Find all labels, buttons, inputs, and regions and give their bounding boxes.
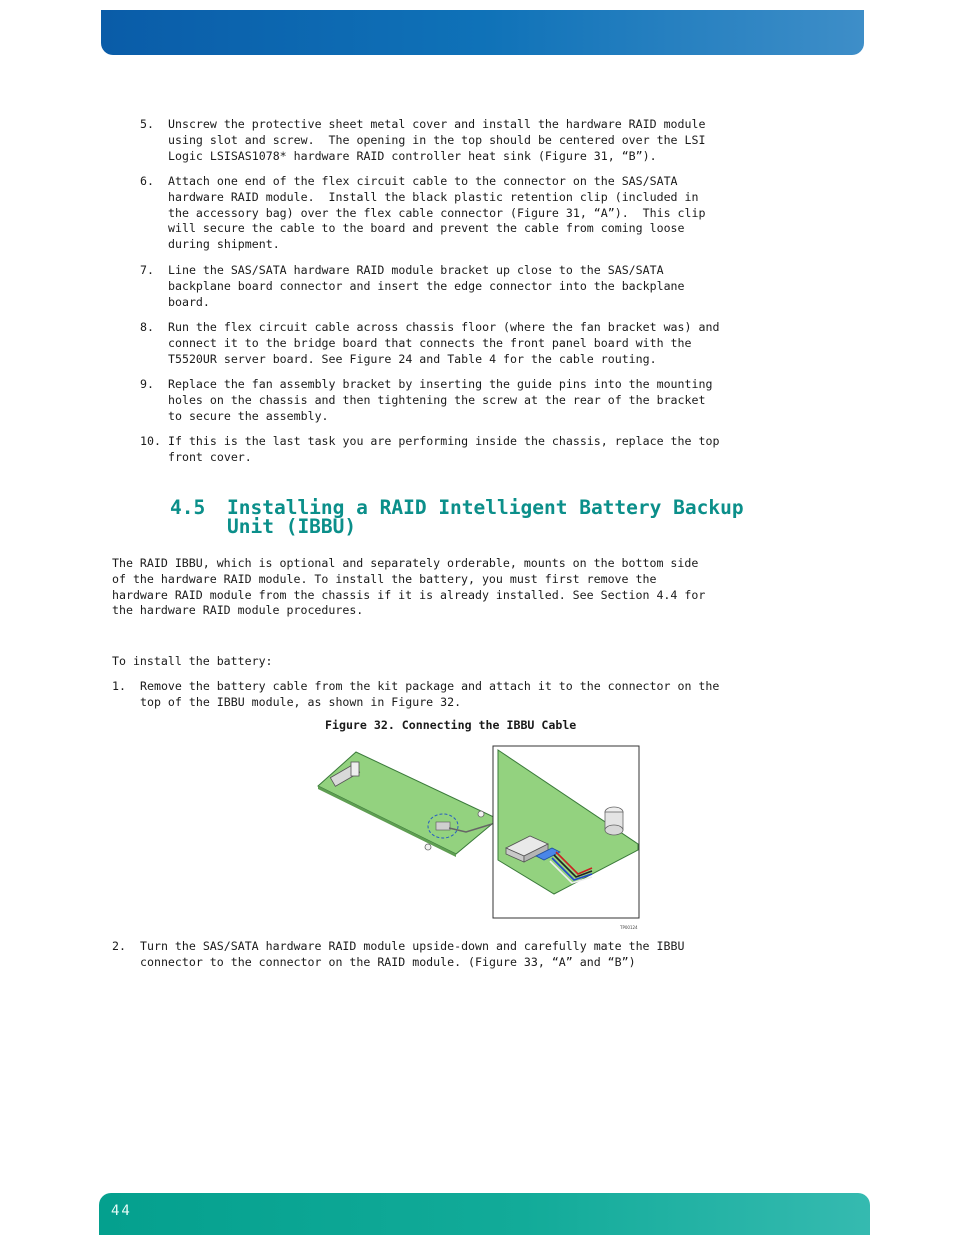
step-number: 9. — [140, 377, 154, 391]
step-number: 8. — [140, 320, 154, 334]
step-text: Remove the battery cable from the kit package and attach it to the connector on the top of the IBBU module, as shown in Figure 32. — [140, 679, 720, 709]
ibbu-cable-figure — [316, 744, 642, 934]
list-item — [140, 434, 840, 466]
step-number: 6. — [140, 174, 154, 188]
step-text: Line the SAS/SATA hardware RAID module bracket up close to the SAS/SATA backplane board connector and insert the edge connector into the backplane board. — [168, 263, 685, 309]
list-item — [140, 320, 840, 368]
step-text: Attach one end of the flex circuit cable to the connector on the SAS/SATA hardware RAID module. Install the black plastic retention clip (included in the accessory bag) over the flex cable connector (Figure 31, “A”). This clip will secure the cable to the board and prevent the cable from coming loose during shipment. — [168, 174, 706, 252]
section-title: Installing a RAID Intelligent Battery Backup Unit (IBBU) — [227, 496, 744, 538]
step-number: 5. — [140, 117, 154, 131]
list-item — [140, 174, 840, 254]
list-item — [112, 679, 852, 711]
step-text: Replace the fan assembly bracket by inserting the guide pins into the mounting holes on the chassis and then tightening the screw at the rear of the bracket to secure the assembly. — [168, 377, 713, 423]
step-text: Run the flex circuit cable across chassis floor (where the fan bracket was) and connect it to the bridge board that connects the front panel board with the T5520UR server board. See Figure 24 and Table 4 for the cable routing. — [168, 320, 720, 366]
page-number: 44 — [111, 1203, 132, 1219]
step-number: 1. — [112, 679, 126, 693]
step-number: 10. — [140, 434, 161, 448]
list-item — [140, 263, 840, 311]
step-number: 7. — [140, 263, 154, 277]
footer-bar — [99, 1193, 870, 1235]
section-number: 4.5 — [170, 496, 206, 519]
step-number: 2. — [112, 939, 126, 953]
intro-paragraph: The RAID IBBU, which is optional and separately orderable, mounts on the bottom side of the hardware RAID module. To install the battery, you must first remove the hardware RAID module from the chassis if it is already installed. See Section 4.4 for the hardware RAID module procedures. — [112, 556, 706, 618]
figure-caption: Figure 32. Connecting the IBBU Cable — [325, 718, 577, 732]
list-item — [140, 377, 840, 425]
list-item — [140, 117, 840, 165]
figure-code: TP00124 — [620, 925, 638, 930]
step-text: If this is the last task you are performing inside the chassis, replace the top front cover. — [168, 434, 720, 464]
to-install-label: To install the battery: — [112, 654, 273, 668]
list-item — [112, 939, 852, 971]
step-text: Unscrew the protective sheet metal cover and install the hardware RAID module using slot and screw. The opening in the top should be centered over the LSI Logic LSISAS1078* hardware RAID controller heat sink (Figure 31, “B”). — [168, 117, 706, 163]
section-heading — [170, 496, 744, 555]
step-text: Turn the SAS/SATA hardware RAID module upside-down and carefully mate the IBBU connector to the connector on the RAID module. (Figure 33, “A” and “B”) — [140, 939, 685, 969]
header-bar — [101, 10, 864, 55]
